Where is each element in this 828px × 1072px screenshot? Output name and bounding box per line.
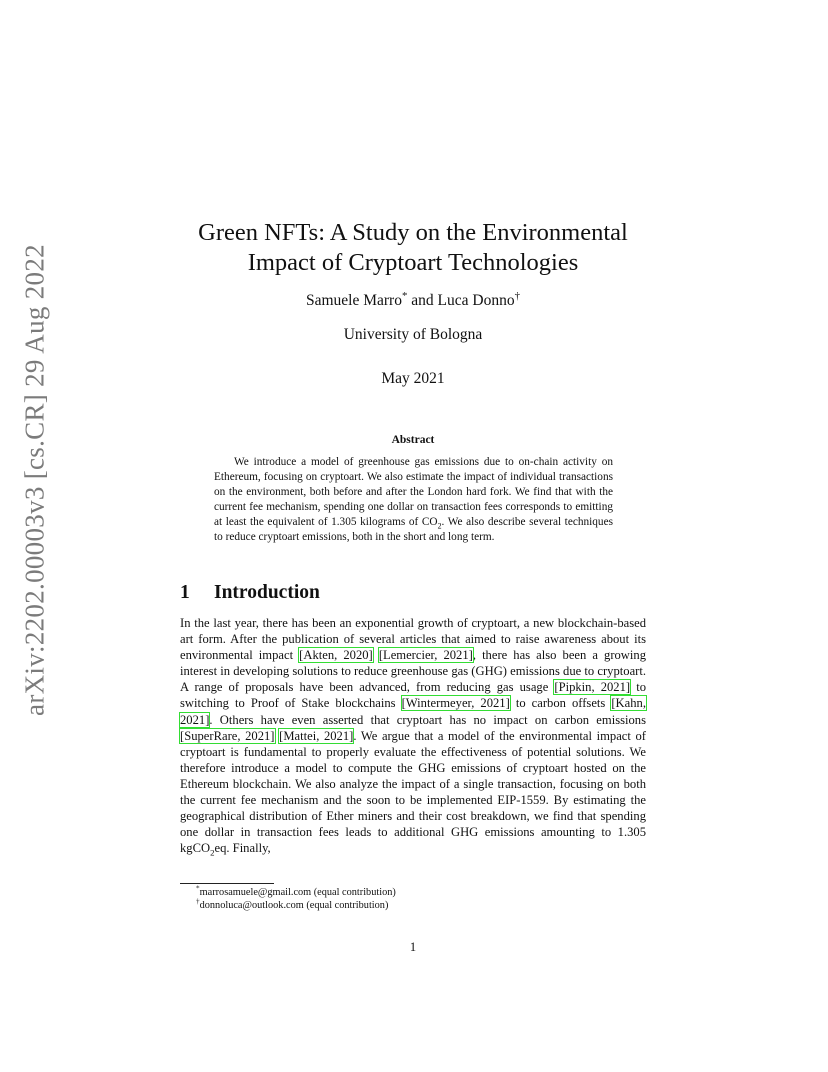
publication-date: May 2021: [381, 370, 445, 387]
citation-mattei[interactable]: [Mattei, 2021]: [279, 728, 354, 743]
section-title: Introduction: [214, 582, 320, 603]
author-marro: Samuele Marro: [305, 292, 402, 309]
affiliation: University of Bologna: [343, 326, 483, 343]
section-heading: [180, 582, 320, 604]
footnote-2-mark: †: [196, 897, 200, 906]
citation-kahn[interactable]: [Kahn, 2021]: [180, 696, 646, 727]
author-marro-mark: *: [401, 289, 408, 302]
intro-text: In the last year, there has been an exponential growth of cryptoart, a new blockchain-based art form. After the publication of several articles that aimed to raise awareness about its environmental impact: [180, 616, 646, 663]
abstract-heading: Abstract: [391, 434, 435, 446]
abstract-subscript: 2: [437, 521, 442, 531]
citation-pipkin[interactable]: [Pipkin, 2021]: [554, 680, 631, 695]
intro-text: to switching to Proof of Stake blockchains: [180, 680, 646, 711]
author-conjunction: and: [411, 292, 434, 309]
citation-akten[interactable]: [Akten, 2020]: [299, 648, 373, 663]
page-number: 1: [409, 940, 417, 954]
citation-wintermeyer[interactable]: [Wintermeyer, 2021]: [401, 696, 510, 711]
footnote-2: [196, 899, 388, 912]
arxiv-stamp: [15, 0, 55, 1072]
footnote-1: [196, 886, 396, 899]
title-line-2: Impact of Cryptoart Technologies: [247, 249, 579, 276]
intro-text: [373, 648, 379, 662]
intro-text: , there has also been a growing interest in developing solutions to reduce greenhouse gas (GHG) emissions due to cryptoart. A range of proposals have been advanced, from reducing gas usage: [180, 648, 646, 695]
footnote-1-text: marrosamuele@gmail.com (equal contribution): [199, 887, 396, 898]
author-donno-mark: †: [514, 289, 520, 302]
arxiv-identifier: arXiv:2202.00003v3 [cs.CR] 29 Aug 2022: [19, 244, 50, 716]
abstract-text-part2: . We also describe several techniques to reduce cryptoart emissions, both in the short and long term.: [214, 516, 613, 543]
title-line-1: Green NFTs: A Study on the Environmental: [198, 219, 628, 246]
intro-subscript: 2: [210, 847, 215, 858]
section-number: 1: [180, 582, 190, 603]
footnote-2-text: donnoluca@outlook.com (equal contribution): [199, 900, 389, 911]
intro-paragraph: [180, 615, 646, 856]
abstract-text-part1: We introduce a model of greenhouse gas emissions due to on-chain activity on Ethereum, focusing on cryptoart. We also estimate the impact of individual transactions on the environment, both before and after the London hard fork. We find that with the current fee mechanism, spending one dollar on transaction fees corresponds to emitting at least the equivalent of 1.305 kilograms of CO: [214, 456, 613, 528]
paper-title: [180, 218, 646, 278]
intro-text: to carbon offsets: [509, 696, 612, 711]
citation-superrare[interactable]: [SuperRare, 2021]: [180, 728, 275, 743]
citation-lemercier[interactable]: [Lemercier, 2021]: [378, 648, 473, 663]
intro-text: . Others have even asserted that cryptoart has no impact on carbon emissions: [209, 712, 646, 727]
author-donno: Luca Donno: [437, 292, 515, 309]
abstract-text: [214, 455, 613, 545]
footnote-rule: [180, 883, 274, 884]
author-list: [180, 289, 646, 310]
footnote-1-mark: *: [196, 884, 200, 893]
intro-text: . We argue that a model of the environmental impact of cryptoart is fundamental to properly evaluate the effectiveness of potential solutions. We therefore introduce a model to compute the GHG emissions of cryptoart hosted on the Ethereum blockchain. We also analyze the impact of a single transaction, focusing on both the current fee mechanism and the soon to be implemented EIP-1559. By estimating the geographical distribution of Ether miners and their cost breakdown, we find that spending one dollar in transaction fees leads to additional GHG emissions amounting to 1.305 kgCO: [180, 728, 646, 856]
intro-text: eq. Finally,: [214, 841, 271, 856]
